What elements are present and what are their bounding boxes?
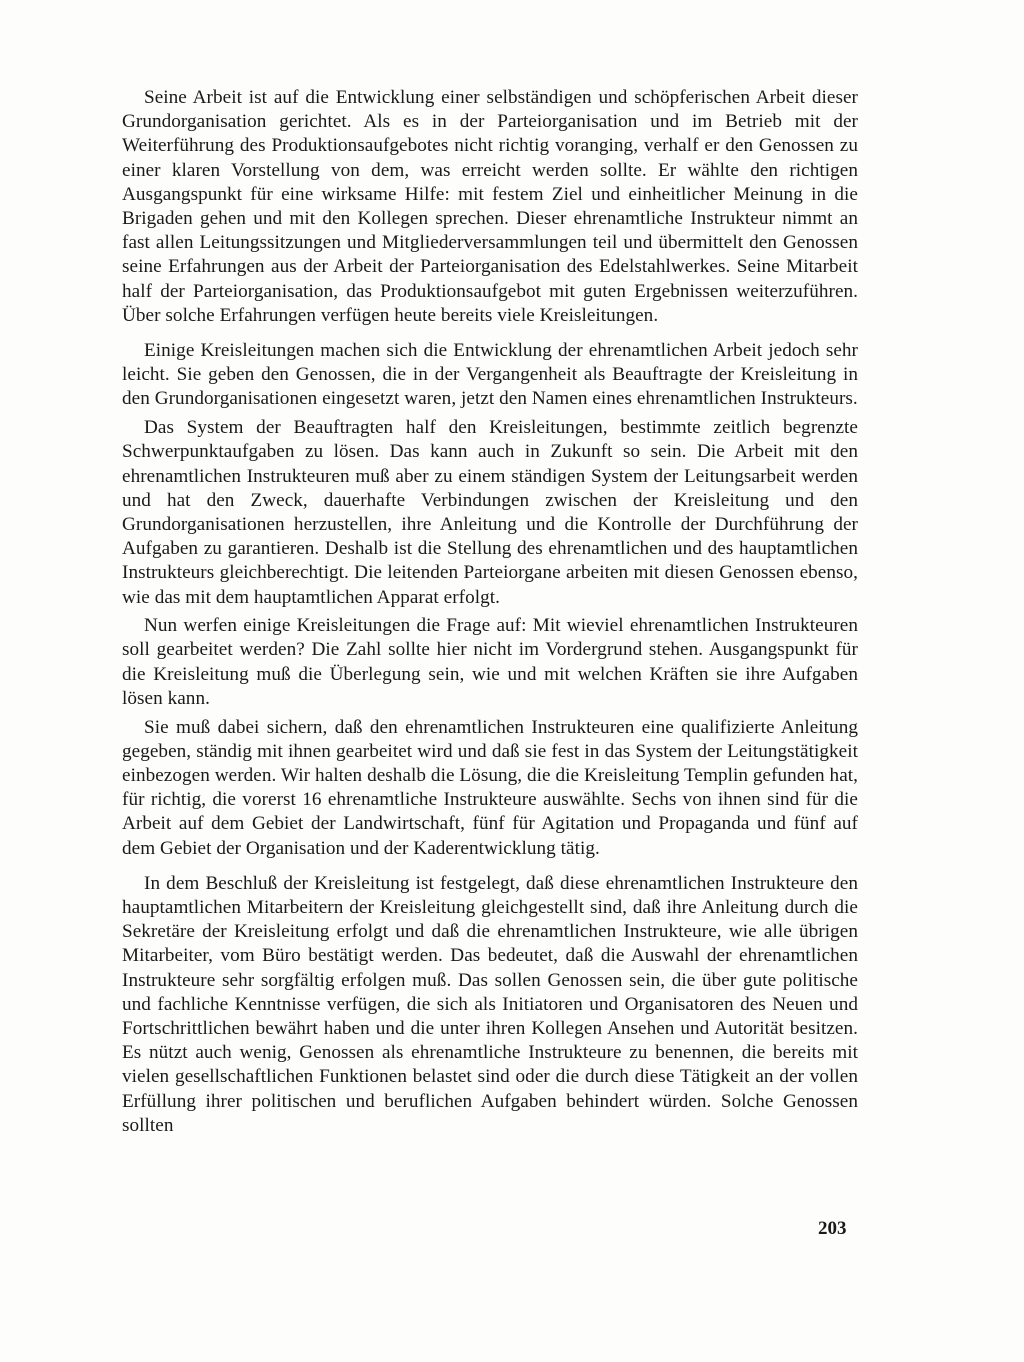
body-text [122, 86, 858, 1138]
paragraph-3: Das System der Beauftragten half den Kreisleitungen, bestimmte zeitlich begrenzte Schwerpunktaufgaben zu lösen. Das kann auch in Zukunft so sein. Die Arbeit mit den ehrenamtlichen Instrukteuren muß aber zu einem ständigen System der Leitungsarbeit werden und hat den Zweck, dauerhafte Verbindungen zwischen der Kreisleitung und den Grundorganisationen herzustellen, ihre Anleitung und die Kontrolle der Durchführung der Aufgaben zu garantieren. Deshalb ist die Stellung des ehrenamtlichen und des hauptamtlichen Instrukteurs gleichberechtigt. Die leitenden Parteiorgane arbeiten mit diesen Genossen ebenso, wie das mit dem hauptamtlichen Apparat erfolgt. [122, 417, 858, 608]
page-number: 203 [818, 1218, 847, 1239]
paragraph-4: Nun werfen einige Kreisleitungen die Frage auf: Mit wieviel ehrenamtlichen Instrukteuren soll gearbeitet werden? Die Zahl sollte hier nicht im Vordergrund stehen. Ausgangspunkt für die Kreisleitung muß die Überlegung sein, wie und mit welchen Kräften sie ihre Aufgaben lösen kann. [122, 615, 858, 709]
paragraph-6: In dem Beschluß der Kreisleitung ist festgelegt, daß diese ehrenamtlichen Instrukteure den hauptamtlichen Mitarbeitern der Kreisleitung gleichgestellt sind, daß ihre Anleitung durch die Sekretäre der Kreisleitung erfolgt und daß die ehrenamtlichen Instrukteure, wie alle übrigen Mitarbeiter, vom Büro bestätigt werden. Das bedeutet, daß die Auswahl der ehrenamtlichen Instrukteure sehr sorgfältig erfolgen muß. Das sollen Genossen sein, die über gute politische und fachliche Kenntnisse verfügen, die sich als Initiatoren und Organisatoren des Neuen und Fortschrittlichen bewährt haben und die unter ihren Kollegen Ansehen und Autorität besitzen. Es nützt auch wenig, Genossen als ehrenamtliche Instrukteure zu benennen, die bereits mit vielen gesellschaftlichen Funktionen belastet sind oder die durch diese Tätigkeit an der vollen Erfüllung ihrer politischen und beruflichen Aufgaben behindert würden. Solche Genossen sollten [122, 872, 858, 1136]
paragraph-1: Seine Arbeit ist auf die Entwicklung einer selbständigen und schöpferischen Arbeit dieser Grundorganisation gerichtet. Als es in der Parteiorganisation und im Betrieb mit der Weiterführung des Produktionsaufgebotes nicht richtig voranging, verhalf er den Genossen zu einer klaren Vorstellung von dem, was erreicht werden sollte. Er wählte den richtigen Ausgangspunkt für eine wirksame Hilfe: mit festem Ziel und einheitlicher Meinung in die Brigaden gehen und mit den Kollegen sprechen. Dieser ehrenamtliche Instrukteur nimmt an fast allen Leitungssitzungen und Mitgliederversammlungen teil und übermittelt den Genossen seine Erfahrungen aus der Arbeit der Parteiorganisation des Edelstahlwerkes. Seine Mitarbeit half der Parteiorganisation, das Produktionsaufgebot mit guten Ergebnissen weiterzuführen. Über solche Erfahrungen verfügen heute bereits viele Kreisleitungen. [122, 87, 858, 326]
paragraph-5: Sie muß dabei sichern, daß den ehrenamtlichen Instrukteuren eine qualifizierte Anleitung gegeben, ständig mit ihnen gearbeitet wird und daß sie fest in das System der Leitungstätigkeit einbezogen werden. Wir halten deshalb die Lösung, die die Kreisleitung Templin gefunden hat, für richtig, die vorerst 16 ehrenamtliche Instrukteure auswählte. Sechs von ihnen sind für die Arbeit auf dem Gebiet der Landwirtschaft, fünf für Agitation und Propaganda und fünf auf dem Gebiet der Organisation und der Kaderentwicklung tätig. [122, 716, 858, 859]
paragraph-2: Einige Kreisleitungen machen sich die Entwicklung der ehrenamtlichen Arbeit jedoch sehr leicht. Sie geben den Genossen, die in der Vergangenheit als Beauftragte der Kreisleitung in den Grundorganisationen eingesetzt waren, jetzt den Namen eines ehrenamtlichen Instrukteurs. [122, 340, 858, 410]
